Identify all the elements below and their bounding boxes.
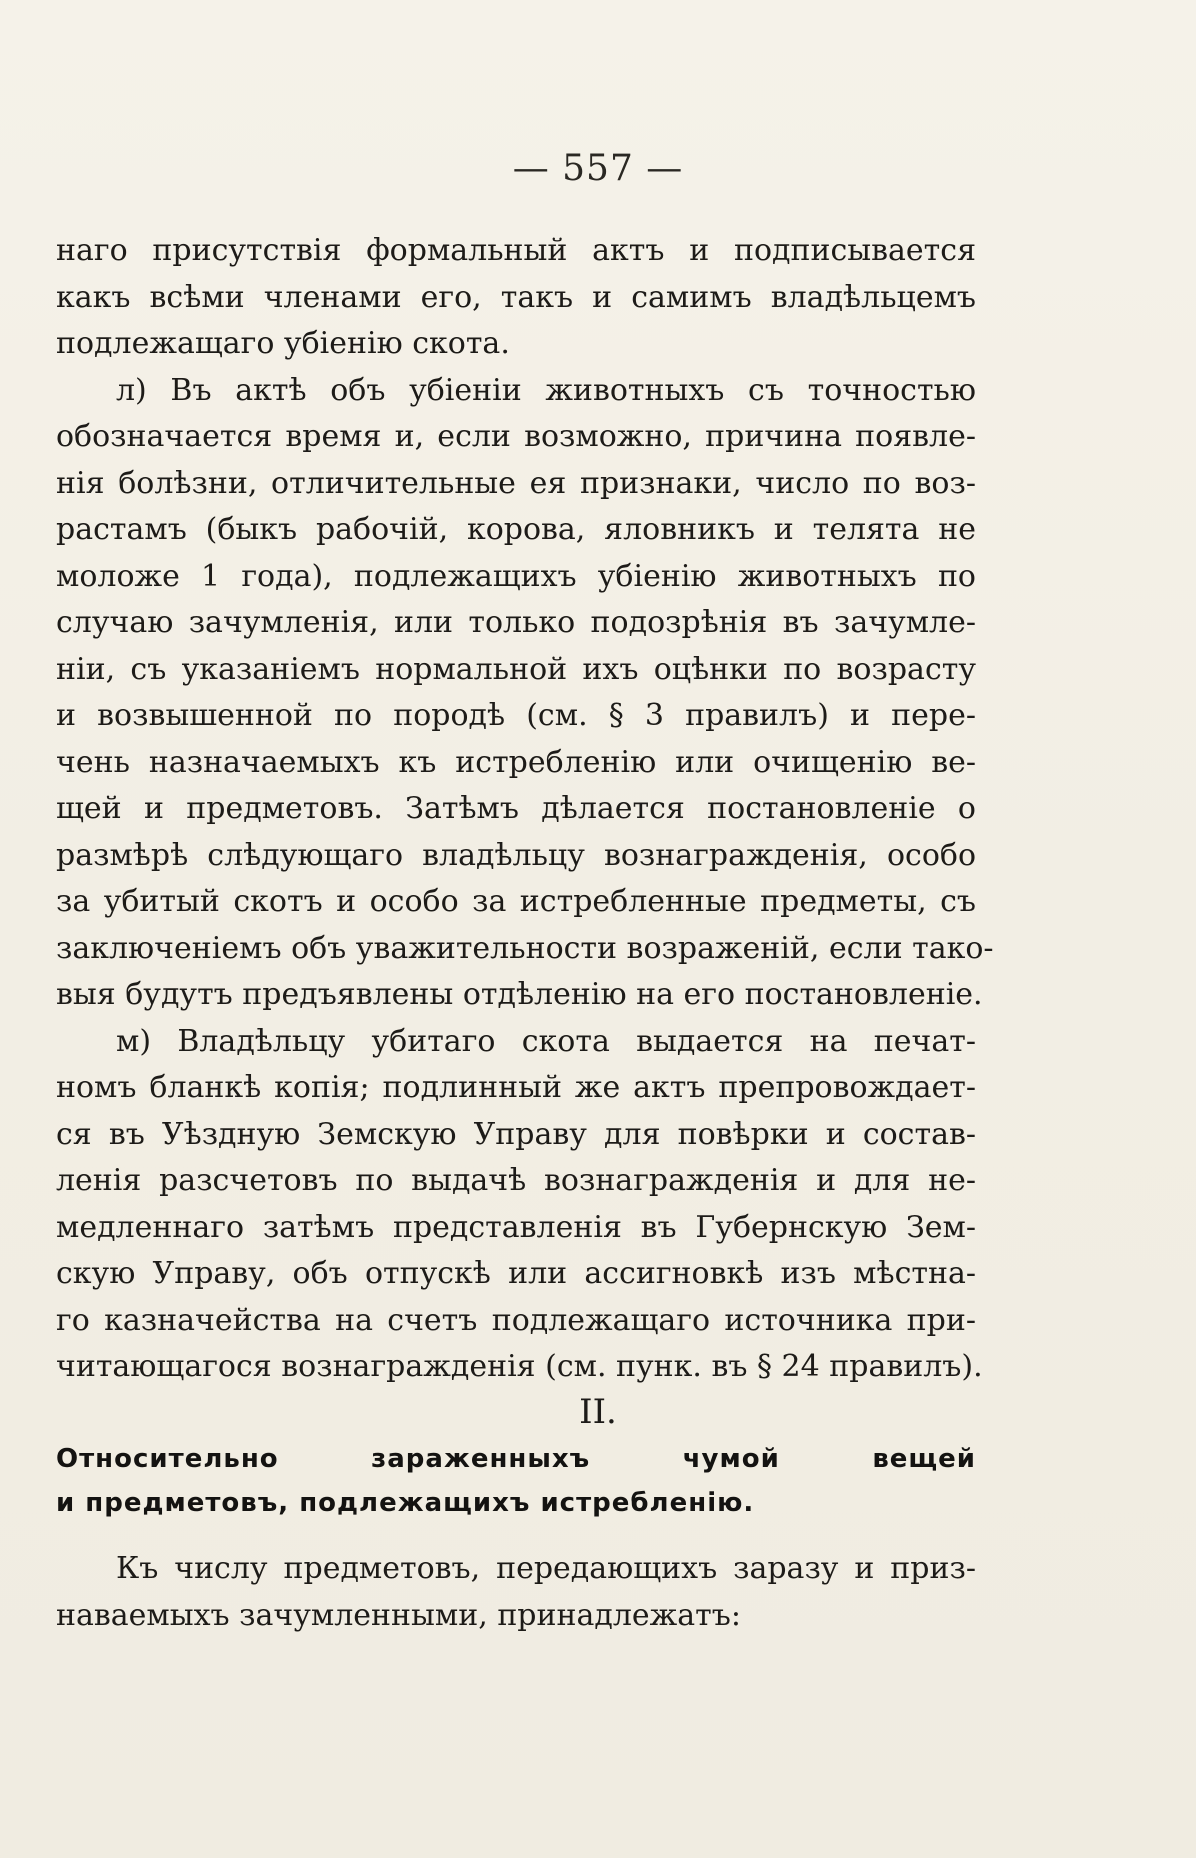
text-line: подлежащаго убіенію скота.: [56, 326, 510, 361]
text-line: наго присутствія формальный актъ и подписывается: [56, 233, 976, 268]
text-line: какъ всѣми членами его, такъ и самимъ владѣльцемъ: [56, 279, 976, 315]
text-line: го казначейства на счетъ подлежащаго источника при-: [56, 1302, 976, 1338]
text-line: Къ числу предметовъ, передающихъ заразу и приз-: [116, 1551, 976, 1586]
page-number: — 557 —: [512, 148, 684, 189]
text-line: обозначается время и, если возможно, причина появле-: [56, 419, 976, 454]
item-l-first-line: л) Въ актѣ объ убіеніи животныхъ съ точностью: [116, 372, 976, 408]
text-line: за убитый скотъ и особо за истребленные предметы, съ: [56, 884, 976, 919]
text-line: случаю зачумленія, или только подозрѣнія въ зачумле-: [56, 605, 976, 640]
text-line: ніи, съ указаніемъ нормальной ихъ оцѣнки по возрасту: [56, 651, 976, 687]
item-m-first-line: м) Владѣльцу убитаго скота выдается на печат-: [116, 1023, 976, 1059]
text-line: моложе 1 года), подлежащихъ убіенію животныхъ по: [56, 558, 976, 594]
section-number: II.: [579, 1392, 617, 1432]
text-line: заключеніемъ объ уважительности возраженій, если тако-: [56, 930, 994, 966]
body-text: [56, 228, 994, 1391]
closing-text: [56, 1546, 976, 1639]
text-line: размѣрѣ слѣдующаго владѣльцу вознагражденія, особо: [56, 837, 976, 873]
text-line: наваемыхъ зачумленными, принадлежатъ:: [56, 1597, 741, 1633]
text-line: выя будутъ предъявлены отдѣленію на его постановленіе.: [56, 977, 983, 1012]
text-line: медленнаго затѣмъ представленія въ Губернскую Зем-: [56, 1209, 976, 1245]
section-heading-line-2: и предметовъ, подлежащихъ истребленію.: [56, 1488, 755, 1518]
text-line: номъ бланкѣ копія; подлинный же актъ препровождает-: [56, 1070, 976, 1105]
text-line: скую Управу, объ отпускѣ или ассигновкѣ изъ мѣстна-: [56, 1256, 976, 1291]
text-line: нія болѣзни, отличительные ея признаки, число по воз-: [56, 465, 976, 501]
text-line: ленія разсчетовъ по выдачѣ вознагражденія и для не-: [56, 1163, 976, 1198]
section-heading-line-1: Относительно зараженныхъ чумой вещей: [56, 1444, 976, 1474]
text-line: щей и предметовъ. Затѣмъ дѣлается постановленіе о: [56, 791, 976, 826]
text-line: ся въ Уѣздную Земскую Управу для повѣрки и состав-: [56, 1116, 976, 1152]
text-line: читающагося вознагражденія (см. пунк. въ § 24 правилъ).: [56, 1349, 983, 1384]
text-line: чень назначаемыхъ къ истребленію или очищенію ве-: [56, 744, 976, 780]
text-line: и возвышенной по породѣ (см. § 3 правилъ) и пере-: [56, 698, 976, 733]
text-line: растамъ (быкъ рабочій, корова, яловникъ и телята не: [56, 512, 976, 547]
